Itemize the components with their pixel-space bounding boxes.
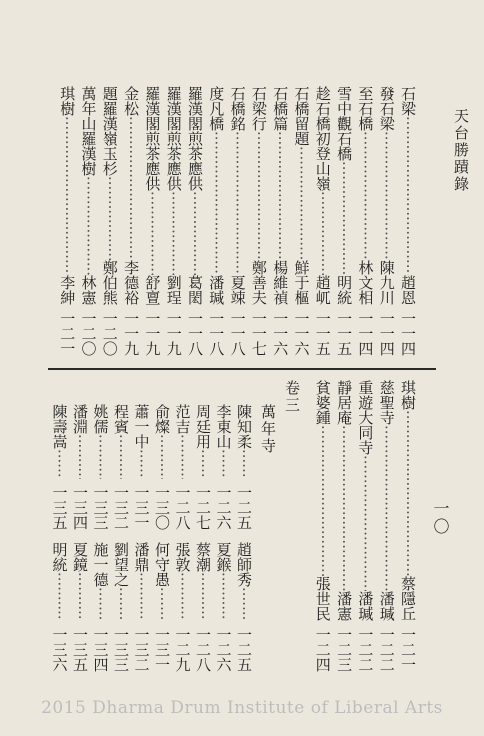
leader-dots bbox=[121, 116, 141, 260]
entry-title: 潘淵 bbox=[71, 404, 89, 434]
entry-title: 琪樹 bbox=[58, 86, 77, 116]
leader-dots bbox=[111, 434, 131, 479]
toc-entry bbox=[100, 86, 120, 356]
entry-page: 一二〇 bbox=[100, 311, 119, 356]
toc-entry bbox=[377, 380, 397, 672]
entry-author: 趙屼 bbox=[313, 275, 332, 305]
toc-entry bbox=[193, 542, 213, 672]
leader-dots bbox=[193, 449, 213, 479]
watermark: 2015 Dharma Drum Institute of Liberal Arts bbox=[41, 698, 443, 718]
leader-dots bbox=[334, 425, 354, 591]
entry-page: 一一八 bbox=[228, 311, 247, 356]
toc-entry bbox=[185, 86, 205, 356]
leader-dots bbox=[206, 131, 226, 275]
entry-page: 一二一 bbox=[58, 311, 77, 356]
toc-entry bbox=[334, 86, 354, 356]
leader-dots bbox=[142, 191, 162, 275]
toc-entry bbox=[193, 404, 213, 530]
entry-title: 劉望之 bbox=[112, 542, 130, 587]
leader-dots bbox=[355, 455, 375, 591]
leader-dots bbox=[313, 425, 333, 576]
leader-dots bbox=[270, 131, 290, 260]
leader-dots bbox=[164, 191, 184, 275]
toc-entry bbox=[398, 380, 418, 672]
entry-title: 羅漢閣煎茶應供 bbox=[164, 86, 183, 191]
toc-entry bbox=[111, 542, 131, 672]
entry-page: 一二六 bbox=[214, 627, 233, 672]
toc-entry bbox=[79, 86, 99, 356]
entry-page: 一三五 bbox=[71, 627, 89, 672]
entry-page: 一一六 bbox=[271, 311, 290, 356]
entry-author: 蔡隱丘 bbox=[399, 576, 417, 621]
leader-dots bbox=[228, 131, 248, 275]
toc-entry bbox=[214, 404, 234, 530]
entry-author: 林憲 bbox=[79, 275, 98, 305]
toc-entry bbox=[152, 404, 172, 530]
entry-title: 趁石橋初登山嶺 bbox=[313, 86, 332, 191]
entry-page: 一二六 bbox=[214, 485, 233, 530]
entry-page: 一三一 bbox=[153, 627, 171, 672]
toc-entry bbox=[50, 404, 70, 530]
entry-title: 石梁行 bbox=[249, 86, 268, 131]
running-header: 天台勝蹟錄 bbox=[452, 108, 470, 193]
entry-page: 一一九 bbox=[122, 311, 141, 356]
entry-title: 程賓 bbox=[112, 404, 130, 434]
toc-entry bbox=[234, 404, 254, 530]
leader-dots bbox=[398, 410, 418, 576]
entry-title: 何守愚 bbox=[153, 542, 171, 587]
leader-dots bbox=[152, 587, 172, 621]
entry-page: 一二三 bbox=[335, 627, 354, 672]
entry-title: 慈聖寺 bbox=[377, 380, 396, 425]
toc-entry bbox=[228, 86, 248, 356]
leader-dots bbox=[355, 131, 375, 260]
toc-entry bbox=[142, 86, 162, 356]
entry-title: 至石橋 bbox=[356, 86, 375, 131]
entry-title: 羅漢閣煎茶應供 bbox=[186, 86, 204, 191]
entry-page: 一二一 bbox=[399, 627, 417, 672]
toc-entry bbox=[70, 542, 90, 672]
entry-page: 一一九 bbox=[164, 311, 183, 356]
entry-title: 陳壽嵩 bbox=[50, 404, 69, 449]
entry-title: 范吉 bbox=[173, 404, 192, 434]
entry-author: 鄭伯熊 bbox=[100, 260, 119, 305]
entry-title: 雪中觀石橋 bbox=[335, 86, 354, 161]
entry-page: 一一四 bbox=[356, 311, 375, 356]
leader-dots bbox=[50, 449, 70, 479]
entry-page: 一一九 bbox=[143, 311, 162, 356]
entry-page: 一一五 bbox=[313, 311, 332, 356]
entry-page: 一二二 bbox=[356, 627, 375, 672]
leader-dots bbox=[313, 191, 333, 275]
entry-title: 金松 bbox=[122, 86, 141, 116]
leader-dots bbox=[100, 176, 120, 260]
leader-dots bbox=[70, 434, 90, 479]
entry-page: 一一八 bbox=[186, 311, 204, 356]
volume-label: 卷三 bbox=[283, 380, 301, 414]
entry-title: 貧婆鍾 bbox=[313, 380, 332, 425]
toc-entry bbox=[57, 86, 77, 356]
entry-author: 鮮于樞 bbox=[292, 260, 311, 305]
entry-page: 一二八 bbox=[194, 627, 212, 672]
leader-dots bbox=[152, 434, 172, 479]
section-title: 萬年寺 bbox=[259, 404, 277, 455]
entry-page: 一一四 bbox=[377, 311, 396, 356]
entry-page: 一三二 bbox=[132, 627, 151, 672]
toc-entry bbox=[270, 86, 290, 356]
toc-entry bbox=[355, 380, 375, 672]
leader-dots bbox=[234, 587, 254, 621]
toc-entry bbox=[206, 86, 226, 356]
leader-dots bbox=[79, 176, 99, 275]
entry-title: 重遊大同寺 bbox=[356, 380, 375, 455]
leader-dots bbox=[132, 572, 152, 621]
entry-title: 羅漢閣煎茶應供 bbox=[143, 86, 162, 191]
toc-entry bbox=[249, 86, 269, 356]
entry-title: 題羅漢嶺玉杉 bbox=[100, 86, 119, 176]
toc-entry bbox=[214, 542, 234, 672]
entry-title: 發石梁 bbox=[377, 86, 396, 131]
section-divider bbox=[48, 368, 436, 370]
entry-page: 一二九 bbox=[173, 627, 192, 672]
entry-page: 一三三 bbox=[91, 485, 110, 530]
leader-dots bbox=[173, 434, 193, 479]
leader-dots bbox=[57, 116, 77, 275]
entry-title: 石橋留題 bbox=[292, 86, 311, 146]
entry-title: 姚儒 bbox=[91, 404, 110, 434]
entry-page: 一三六 bbox=[50, 627, 69, 672]
entry-page: 一三五 bbox=[50, 485, 69, 530]
entry-title: 張敦 bbox=[173, 542, 192, 572]
leader-dots bbox=[193, 572, 213, 621]
toc-entry bbox=[313, 380, 333, 672]
entry-page: 一二二 bbox=[377, 627, 396, 672]
entry-author: 潘瑊 bbox=[207, 275, 226, 305]
toc-entry bbox=[164, 86, 184, 356]
toc-entry bbox=[50, 542, 70, 672]
leader-dots bbox=[249, 131, 269, 260]
entry-title: 潘鼎 bbox=[132, 542, 151, 572]
entry-page: 一一八 bbox=[207, 311, 226, 356]
entry-title: 琪樹 bbox=[399, 380, 417, 410]
toc-entry bbox=[313, 86, 333, 356]
entry-title: 李東山 bbox=[214, 404, 233, 449]
leader-dots bbox=[91, 587, 111, 621]
toc-entry bbox=[292, 86, 312, 356]
toc-entry bbox=[91, 542, 111, 672]
leader-dots bbox=[292, 146, 312, 260]
toc-entry bbox=[132, 404, 152, 530]
entry-page: 一一六 bbox=[292, 311, 311, 356]
entry-title: 蔡潮 bbox=[194, 542, 212, 572]
toc-entry bbox=[334, 380, 354, 672]
entry-title: 陳知柔 bbox=[235, 404, 253, 449]
toc-entry bbox=[377, 86, 397, 356]
entry-page: 一三〇 bbox=[153, 485, 171, 530]
entry-title: 夏鏡 bbox=[71, 542, 89, 572]
toc-entry bbox=[173, 404, 193, 530]
entry-author: 明統 bbox=[335, 275, 354, 305]
toc-entry bbox=[91, 404, 111, 530]
leader-dots bbox=[234, 449, 254, 479]
leader-dots bbox=[111, 587, 131, 621]
leader-dots bbox=[132, 449, 152, 479]
leader-dots bbox=[185, 191, 205, 275]
page-number: 一〇 bbox=[431, 500, 450, 536]
leader-dots bbox=[334, 161, 354, 275]
entry-author: 楊維禎 bbox=[271, 260, 290, 305]
leader-dots bbox=[173, 572, 193, 621]
entry-page: 一一四 bbox=[399, 311, 417, 356]
entry-author: 林文相 bbox=[356, 260, 375, 305]
entry-title: 度凡橋 bbox=[207, 86, 226, 131]
entry-title: 俞燦 bbox=[153, 404, 171, 434]
entry-page: 一二七 bbox=[194, 485, 212, 530]
entry-author: 夏竦 bbox=[228, 275, 247, 305]
entry-author: 李德裕 bbox=[122, 260, 141, 305]
toc-entry bbox=[132, 542, 152, 672]
entry-page: 一二五 bbox=[235, 627, 253, 672]
entry-title: 蕭一中 bbox=[132, 404, 151, 449]
leader-dots bbox=[214, 572, 234, 621]
entry-author: 舒亶 bbox=[143, 275, 162, 305]
toc-entry bbox=[152, 542, 172, 672]
entry-author: 葛閎 bbox=[186, 275, 204, 305]
leader-dots bbox=[70, 572, 90, 621]
entry-page: 一三三 bbox=[112, 627, 130, 672]
entry-title: 夏鍭 bbox=[214, 542, 233, 572]
entry-page: 一三四 bbox=[91, 627, 110, 672]
toc-entry bbox=[121, 86, 141, 356]
entry-author: 趙恩 bbox=[399, 275, 417, 305]
entry-author: 李紳 bbox=[58, 275, 77, 305]
toc-entry bbox=[111, 404, 131, 530]
entry-title: 石橋銘 bbox=[228, 86, 247, 131]
entry-page: 一三二 bbox=[112, 485, 130, 530]
entry-title: 石梁 bbox=[399, 86, 417, 116]
entry-page: 一二八 bbox=[173, 485, 192, 530]
leader-dots bbox=[91, 434, 111, 479]
leader-dots bbox=[377, 425, 397, 591]
toc-entry bbox=[355, 86, 375, 356]
toc-entry bbox=[398, 86, 418, 356]
entry-author: 劉珵 bbox=[164, 275, 183, 305]
toc-entry bbox=[70, 404, 90, 530]
entry-title: 明統 bbox=[50, 542, 69, 572]
entry-title: 周廷用 bbox=[194, 404, 212, 449]
toc-entry bbox=[234, 542, 254, 672]
entry-author: 鄭善夫 bbox=[249, 260, 268, 305]
entry-title: 施一德 bbox=[91, 542, 110, 587]
leader-dots bbox=[214, 449, 234, 479]
entry-title: 萬年山羅漢樹 bbox=[79, 86, 98, 176]
leader-dots bbox=[50, 572, 70, 621]
entry-page: 一二四 bbox=[313, 627, 332, 672]
leader-dots bbox=[377, 131, 397, 260]
entry-page: 一三一 bbox=[132, 485, 151, 530]
entry-author: 張世民 bbox=[313, 576, 332, 621]
entry-author: 潘瑊 bbox=[356, 591, 375, 621]
entry-title: 石橋篇 bbox=[271, 86, 290, 131]
entry-title: 靜居庵 bbox=[335, 380, 354, 425]
entry-page: 一二五 bbox=[235, 485, 253, 530]
entry-page: 一二〇 bbox=[79, 311, 98, 356]
entry-author: 潘憲 bbox=[335, 591, 354, 621]
entry-page: 一一五 bbox=[335, 311, 354, 356]
leader-dots bbox=[398, 116, 418, 275]
entry-page: 一一七 bbox=[249, 311, 268, 356]
entry-page: 一三四 bbox=[71, 485, 89, 530]
entry-title: 趙師秀 bbox=[235, 542, 253, 587]
toc-entry bbox=[173, 542, 193, 672]
entry-author: 陳九川 bbox=[377, 260, 396, 305]
entry-author: 潘瑊 bbox=[377, 591, 396, 621]
